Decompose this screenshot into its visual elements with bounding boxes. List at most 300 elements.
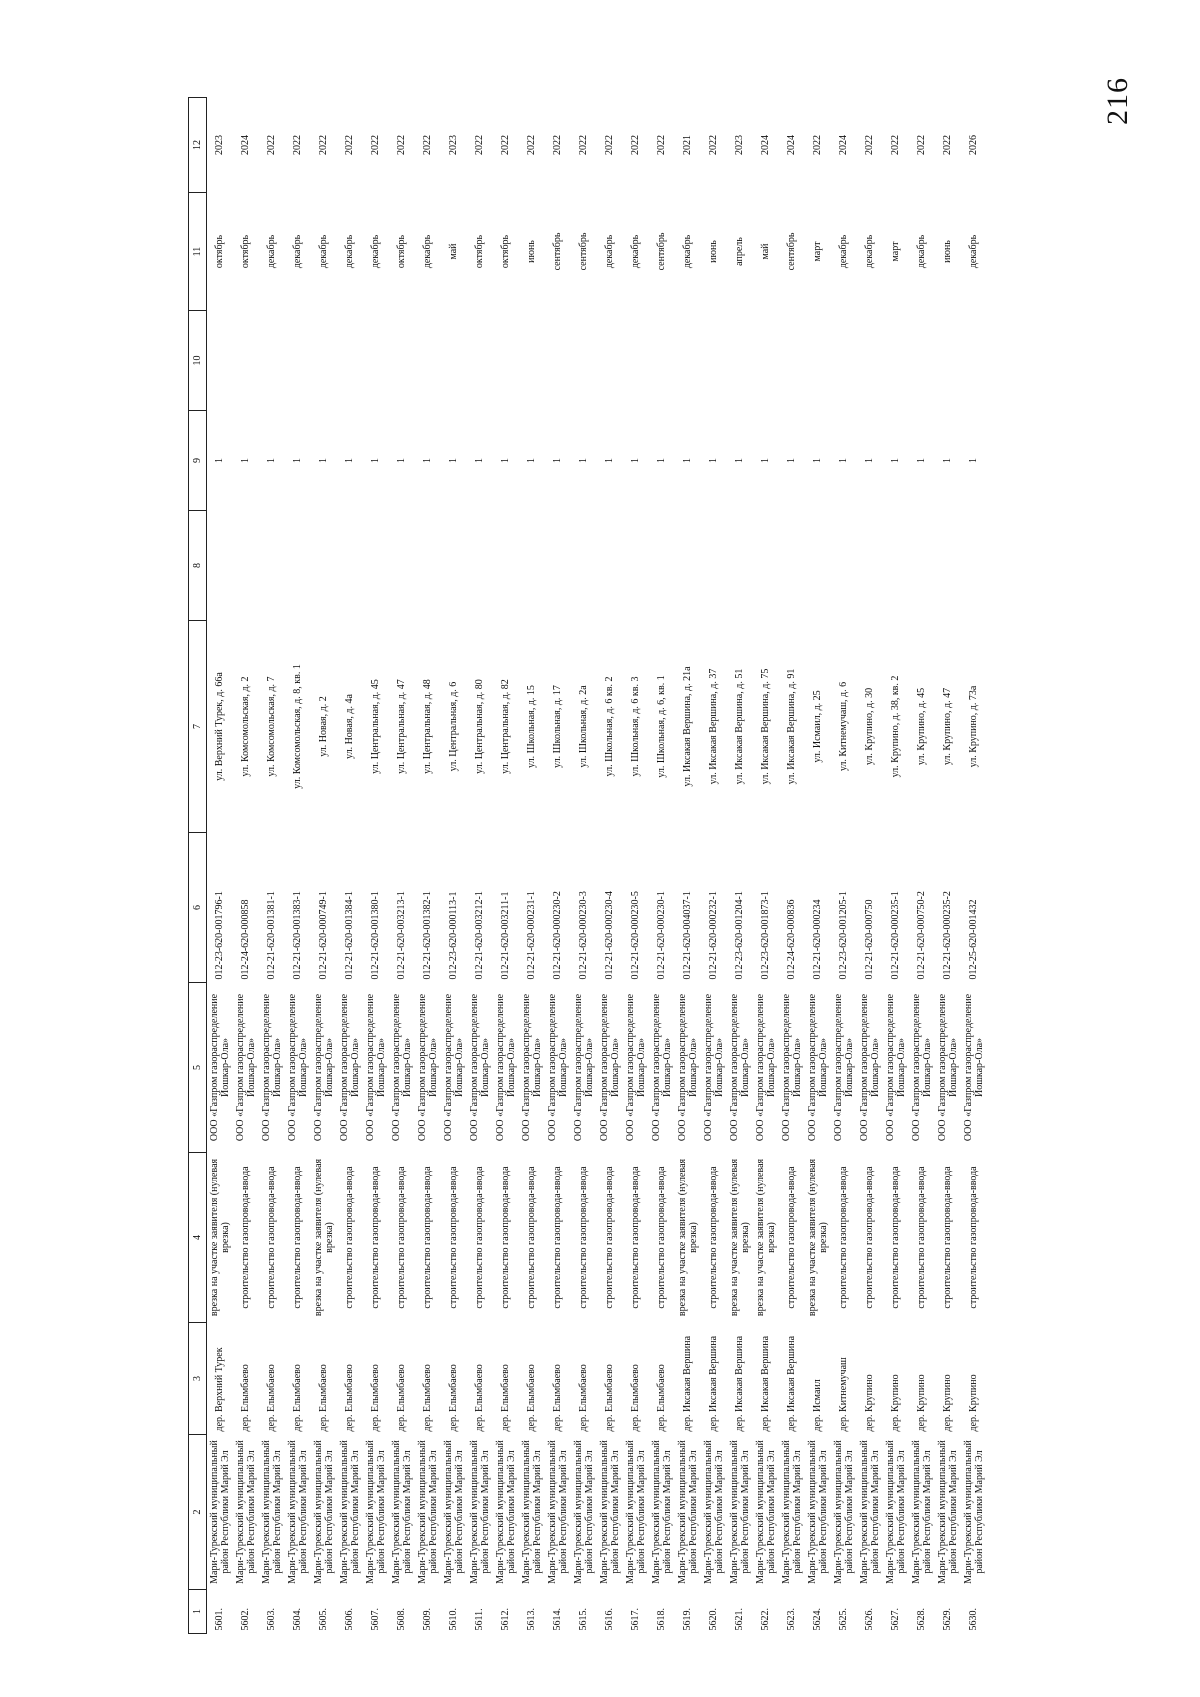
cadastral-number-cell: 012-21-620-001382-1	[422, 891, 434, 980]
column-8-cell	[805, 511, 831, 621]
column-8-cell	[441, 511, 467, 621]
organization-cell: ООО «Газпром газораспределение Йошкар-Ола»	[884, 993, 907, 1142]
cadastral-number-cell: 012-21-620-000230-3	[578, 891, 590, 980]
cadastral-number-cell: 012-21-620-003211-1	[500, 891, 512, 980]
row-number: 5613.	[526, 1608, 538, 1631]
municipality-cell: Мари-Турекский муниципальный район Республики Марий Эл	[858, 1440, 881, 1584]
month-cell: декабрь	[604, 234, 616, 269]
column-10-cell	[389, 311, 415, 411]
settlement-cell: дер. Иксакая Вершина	[734, 1335, 746, 1432]
address-cell: ул. Крупино, д. 47	[942, 687, 954, 766]
organization-cell: ООО «Газпром газораспределение Йошкар-Ола»	[650, 993, 673, 1142]
settlement-cell: дер. Елымбаево	[474, 1364, 486, 1432]
cadastral-number-cell: 012-25-620-001432	[968, 899, 980, 980]
work-type-cell: врезка на участке заявителя (нулевая врезка)	[208, 1158, 231, 1317]
column-10-cell	[805, 311, 831, 411]
column-10-cell	[441, 311, 467, 411]
month-cell: апрель	[734, 237, 746, 266]
month-cell: май	[760, 243, 772, 260]
address-cell: ул. Центральная, д. 6	[448, 681, 460, 772]
year-cell: 2024	[786, 135, 798, 155]
work-type-cell: строительство газопровода-ввода	[266, 1166, 278, 1309]
table-row	[649, 98, 675, 1634]
month-cell: декабрь	[318, 234, 330, 269]
address-cell: ул. Исмаил, д. 25	[812, 690, 824, 763]
quantity-cell: 1	[864, 458, 876, 463]
column-10-cell	[675, 311, 701, 411]
column-8-cell	[545, 511, 571, 621]
address-cell: ул. Центральная, д. 45	[370, 679, 382, 774]
month-cell: март	[812, 241, 824, 262]
quantity-cell: 1	[760, 458, 772, 463]
settlement-cell: дер. Елымбаево	[396, 1364, 408, 1432]
table-row	[961, 98, 987, 1634]
year-cell: 2022	[890, 135, 902, 155]
quantity-cell: 1	[526, 458, 538, 463]
organization-cell: ООО «Газпром газораспределение Йошкар-Ола»	[780, 993, 803, 1142]
cadastral-number-cell: 012-21-620-001381-1	[266, 891, 278, 980]
column-10-cell	[519, 311, 545, 411]
address-cell: ул. Новая, д. 2	[318, 696, 330, 757]
table-row	[285, 98, 311, 1634]
month-cell: июнь	[942, 240, 954, 263]
column-8-cell	[571, 511, 597, 621]
organization-cell: ООО «Газпром газораспределение Йошкар-Ола»	[728, 993, 751, 1142]
cadastral-number-cell: 012-21-620-000235-2	[942, 891, 954, 980]
organization-cell: ООО «Газпром газораспределение Йошкар-Ола»	[286, 993, 309, 1142]
column-10-cell	[753, 311, 779, 411]
quantity-cell: 1	[214, 458, 226, 463]
year-cell: 2022	[708, 135, 720, 155]
column-8-cell	[337, 511, 363, 621]
work-type-cell: строительство газопровода-ввода	[890, 1166, 902, 1309]
organization-cell: ООО «Газпром газораспределение Йошкар-Ола»	[962, 993, 985, 1142]
address-cell: ул. Школьная, д. 15	[526, 685, 538, 768]
settlement-cell: дер. Исмаил	[812, 1379, 824, 1432]
municipality-cell: Мари-Турекский муниципальный район Республики Марий Эл	[910, 1440, 933, 1584]
year-cell: 2024	[240, 135, 252, 155]
organization-cell: ООО «Газпром газораспределение Йошкар-Ола»	[910, 993, 933, 1142]
address-cell: ул. Крупино, д. 30	[864, 687, 876, 766]
cadastral-number-cell: 012-21-620-000230-5	[630, 891, 642, 980]
address-cell: ул. Центральная, д. 80	[474, 679, 486, 774]
month-cell: декабрь	[864, 234, 876, 269]
year-cell: 2022	[630, 135, 642, 155]
row-number: 5604.	[292, 1608, 304, 1631]
column-header-3: 3	[189, 1323, 207, 1435]
column-10-cell	[337, 311, 363, 411]
column-8-cell	[467, 511, 493, 621]
settlement-cell: дер. Елымбаево	[552, 1364, 564, 1432]
column-10-cell	[467, 311, 493, 411]
cadastral-number-cell: 012-21-620-003212-1	[474, 891, 486, 980]
organization-cell: ООО «Газпром газораспределение Йошкар-Ола»	[858, 993, 881, 1142]
settlement-cell: дер. Елымбаево	[292, 1364, 304, 1432]
settlement-cell: дер. Елымбаево	[344, 1364, 356, 1432]
column-8-cell	[285, 511, 311, 621]
address-cell: ул. Школьная, д. 6, кв. 1	[656, 675, 668, 778]
column-header-6: 6	[189, 833, 207, 983]
year-cell: 2022	[552, 135, 564, 155]
quantity-cell: 1	[552, 458, 564, 463]
address-cell: ул. Школьная, д. 6 кв. 2	[604, 676, 616, 777]
month-cell: сентябрь	[578, 232, 590, 271]
cadastral-number-cell: 012-21-620-000232-1	[708, 891, 720, 980]
year-cell: 2022	[578, 135, 590, 155]
work-type-cell: строительство газопровода-ввода	[708, 1166, 720, 1309]
organization-cell: ООО «Газпром газораспределение Йошкар-Ола»	[676, 993, 699, 1142]
column-8-cell	[233, 511, 259, 621]
column-8-cell	[701, 511, 727, 621]
column-10-cell	[623, 311, 649, 411]
cadastral-number-cell: 012-21-620-000750	[864, 899, 876, 980]
table-row	[259, 98, 285, 1634]
organization-cell: ООО «Газпром газораспределение Йошкар-Ола»	[364, 993, 387, 1142]
quantity-cell: 1	[578, 458, 590, 463]
work-type-cell: строительство газопровода-ввода	[422, 1166, 434, 1309]
quantity-cell: 1	[656, 458, 668, 463]
municipality-cell: Мари-Турекский муниципальный район Республики Марий Эл	[650, 1440, 673, 1584]
column-10-cell	[727, 311, 753, 411]
table-row	[467, 98, 493, 1634]
month-cell: декабрь	[370, 234, 382, 269]
settlement-cell: дер. Елымбаево	[526, 1364, 538, 1432]
table-row	[753, 98, 779, 1634]
quantity-cell: 1	[734, 458, 746, 463]
settlement-cell: дер. Елымбаево	[240, 1364, 252, 1432]
work-type-cell: строительство газопровода-ввода	[526, 1166, 538, 1309]
municipality-cell: Мари-Турекский муниципальный район Республики Марий Эл	[754, 1440, 777, 1584]
settlement-cell: дер. Елымбаево	[266, 1364, 278, 1432]
header-row	[189, 98, 207, 1634]
year-cell: 2022	[942, 135, 954, 155]
work-type-cell: строительство газопровода-ввода	[552, 1166, 564, 1309]
column-10-cell	[415, 311, 441, 411]
month-cell: октябрь	[240, 234, 252, 269]
quantity-cell: 1	[500, 458, 512, 463]
municipality-cell: Мари-Турекский муниципальный район Республики Марий Эл	[546, 1440, 569, 1584]
table-row	[727, 98, 753, 1634]
table-row	[597, 98, 623, 1634]
cadastral-number-cell: 012-23-620-001873-1	[760, 891, 772, 980]
table-row	[909, 98, 935, 1634]
row-number: 5617.	[630, 1608, 642, 1631]
work-type-cell: строительство газопровода-ввода	[656, 1166, 668, 1309]
month-cell: июнь	[526, 240, 538, 263]
column-header-9: 9	[189, 411, 207, 511]
organization-cell: ООО «Газпром газораспределение Йошкар-Ола»	[416, 993, 439, 1142]
table-row	[337, 98, 363, 1634]
municipality-cell: Мари-Турекский муниципальный район Республики Марий Эл	[728, 1440, 751, 1584]
column-8-cell	[779, 511, 805, 621]
municipality-cell: Мари-Турекский муниципальный район Республики Марий Эл	[338, 1440, 361, 1584]
row-number: 5601.	[214, 1608, 226, 1631]
work-type-cell: строительство газопровода-ввода	[474, 1166, 486, 1309]
municipality-cell: Мари-Турекский муниципальный район Республики Марий Эл	[312, 1440, 335, 1584]
year-cell: 2022	[396, 135, 408, 155]
address-cell: ул. Комсомольская, д. 7	[266, 676, 278, 777]
column-10-cell	[571, 311, 597, 411]
column-header-8: 8	[189, 511, 207, 621]
table-row	[519, 98, 545, 1634]
work-type-cell: строительство газопровода-ввода	[630, 1166, 642, 1309]
year-cell: 2022	[344, 135, 356, 155]
municipality-cell: Мари-Турекский муниципальный район Республики Марий Эл	[520, 1440, 543, 1584]
organization-cell: ООО «Газпром газораспределение Йошкар-Ола»	[312, 993, 335, 1142]
year-cell: 2026	[968, 135, 980, 155]
quantity-cell: 1	[630, 458, 642, 463]
cadastral-number-cell: 012-21-620-000234	[812, 899, 824, 980]
address-cell: ул. Крупино, д. 73а	[968, 685, 980, 768]
year-cell: 2022	[370, 135, 382, 155]
address-cell: ул. Китнемучаш, д. 6	[838, 681, 850, 772]
address-cell: ул. Иксакая Вершина, д. 37	[708, 668, 720, 785]
month-cell: сентябрь	[786, 232, 798, 271]
settlement-cell: дер. Елымбаево	[604, 1364, 616, 1432]
address-cell: ул. Верхний Турек, д. 66а	[214, 672, 226, 781]
row-number: 5622.	[760, 1608, 772, 1631]
work-type-cell: строительство газопровода-ввода	[942, 1166, 954, 1309]
column-10-cell	[857, 311, 883, 411]
organization-cell: ООО «Газпром газораспределение Йошкар-Ола»	[598, 993, 621, 1142]
column-8-cell	[649, 511, 675, 621]
quantity-cell: 1	[422, 458, 434, 463]
address-cell: ул. Школьная, д. 17	[552, 685, 564, 768]
row-number: 5625.	[838, 1608, 850, 1631]
quantity-cell: 1	[708, 458, 720, 463]
table-row	[207, 98, 234, 1634]
cadastral-number-cell: 012-21-620-000750-2	[916, 891, 928, 980]
column-8-cell	[883, 511, 909, 621]
table-row	[935, 98, 961, 1634]
settlement-cell: дер. Иксакая Вершина	[682, 1335, 694, 1432]
cadastral-number-cell: 012-23-620-001204-1	[734, 891, 746, 980]
row-number: 5621.	[734, 1608, 746, 1631]
column-8-cell	[207, 511, 234, 621]
work-type-cell: врезка на участке заявителя (нулевая врезка)	[806, 1158, 829, 1317]
column-10-cell	[779, 311, 805, 411]
cadastral-number-cell: 012-21-620-000230-1	[656, 891, 668, 980]
column-8-cell	[909, 511, 935, 621]
column-8-cell	[389, 511, 415, 621]
column-8-cell	[727, 511, 753, 621]
table-row	[545, 98, 571, 1634]
column-header-11: 11	[189, 193, 207, 311]
row-number: 5616.	[604, 1608, 616, 1631]
work-type-cell: строительство газопровода-ввода	[786, 1166, 798, 1309]
year-cell: 2022	[266, 135, 278, 155]
organization-cell: ООО «Газпром газораспределение Йошкар-Ола»	[260, 993, 283, 1142]
quantity-cell: 1	[344, 458, 356, 463]
row-number: 5615.	[578, 1608, 590, 1631]
column-8-cell	[311, 511, 337, 621]
municipality-cell: Мари-Турекский муниципальный район Республики Марий Эл	[364, 1440, 387, 1584]
municipality-cell: Мари-Турекский муниципальный район Республики Марий Эл	[208, 1440, 231, 1584]
quantity-cell: 1	[682, 458, 694, 463]
cadastral-number-cell: 012-23-620-001205-1	[838, 891, 850, 980]
rotated-table-holder	[188, 98, 1048, 1634]
quantity-cell: 1	[318, 458, 330, 463]
settlement-cell: дер. Елымбаево	[656, 1364, 668, 1432]
column-8-cell	[857, 511, 883, 621]
month-cell: декабрь	[292, 234, 304, 269]
settlement-cell: дер. Крупино	[890, 1374, 902, 1432]
row-number: 5614.	[552, 1608, 564, 1631]
row-number: 5611.	[474, 1608, 486, 1631]
address-cell: ул. Новая, д. 4а	[344, 694, 356, 759]
address-cell: ул. Комсомольская, д. 2	[240, 676, 252, 777]
month-cell: декабрь	[968, 234, 980, 269]
cadastral-number-cell: 012-21-620-004037-1	[682, 891, 694, 980]
year-cell: 2022	[864, 135, 876, 155]
address-cell: ул. Школьная, д. 6 кв. 3	[630, 676, 642, 777]
column-10-cell	[883, 311, 909, 411]
address-cell: ул. Комсомольская, д. 8, кв. 1	[292, 664, 304, 789]
municipality-cell: Мари-Турекский муниципальный район Республики Марий Эл	[286, 1440, 309, 1584]
settlement-cell: дер. Елымбаево	[370, 1364, 382, 1432]
quantity-cell: 1	[838, 458, 850, 463]
organization-cell: ООО «Газпром газораспределение Йошкар-Ола»	[806, 993, 829, 1142]
quantity-cell: 1	[604, 458, 616, 463]
municipality-cell: Мари-Турекский муниципальный район Республики Марий Эл	[936, 1440, 959, 1584]
organization-cell: ООО «Газпром газораспределение Йошкар-Ола»	[754, 993, 777, 1142]
column-8-cell	[415, 511, 441, 621]
settlement-cell: дер. Иксакая Вершина	[760, 1335, 772, 1432]
column-8-cell	[597, 511, 623, 621]
settlement-cell: дер. Елымбаево	[422, 1364, 434, 1432]
column-header-4: 4	[189, 1153, 207, 1323]
address-cell: ул. Центральная, д. 47	[396, 679, 408, 774]
work-type-cell: строительство газопровода-ввода	[968, 1166, 980, 1309]
row-number: 5606.	[344, 1608, 356, 1631]
table-row	[233, 98, 259, 1634]
municipality-cell: Мари-Турекский муниципальный район Республики Марий Эл	[832, 1440, 855, 1584]
municipality-cell: Мари-Турекский муниципальный район Республики Марий Эл	[260, 1440, 283, 1584]
organization-cell: ООО «Газпром газораспределение Йошкар-Ола»	[468, 993, 491, 1142]
organization-cell: ООО «Газпром газораспределение Йошкар-Ола»	[572, 993, 595, 1142]
row-number: 5626.	[864, 1608, 876, 1631]
table-row	[675, 98, 701, 1634]
month-cell: декабрь	[916, 234, 928, 269]
year-cell: 2023	[734, 135, 746, 155]
quantity-cell: 1	[396, 458, 408, 463]
column-header-7: 7	[189, 621, 207, 833]
row-number: 5619.	[682, 1608, 694, 1631]
address-cell: ул. Центральная, д. 48	[422, 679, 434, 774]
table-row	[857, 98, 883, 1634]
year-cell: 2022	[916, 135, 928, 155]
work-type-cell: строительство газопровода-ввода	[578, 1166, 590, 1309]
quantity-cell: 1	[812, 458, 824, 463]
row-number: 5629.	[942, 1608, 954, 1631]
quantity-cell: 1	[942, 458, 954, 463]
column-8-cell	[935, 511, 961, 621]
table-row	[883, 98, 909, 1634]
settlement-cell: дер. Елымбаево	[500, 1364, 512, 1432]
address-cell: ул. Иксакая Вершина, д. 75	[760, 668, 772, 785]
municipality-cell: Мари-Турекский муниципальный район Республики Марий Эл	[598, 1440, 621, 1584]
year-cell: 2023	[448, 135, 460, 155]
quantity-cell: 1	[240, 458, 252, 463]
year-cell: 2022	[604, 135, 616, 155]
column-8-cell	[961, 511, 987, 621]
cadastral-number-cell: 012-21-620-001383-1	[292, 891, 304, 980]
row-number: 5612.	[500, 1608, 512, 1631]
month-cell: декабрь	[630, 234, 642, 269]
table-row	[571, 98, 597, 1634]
address-cell: ул. Крупино, д. 38, кв. 2	[890, 675, 902, 778]
cadastral-number-cell: 012-21-620-000230-2	[552, 891, 564, 980]
year-cell: 2022	[422, 135, 434, 155]
table-row	[415, 98, 441, 1634]
quantity-cell: 1	[448, 458, 460, 463]
column-header-1: 1	[189, 1590, 207, 1634]
table-row	[779, 98, 805, 1634]
month-cell: сентябрь	[656, 232, 668, 271]
cadastral-number-cell: 012-23-620-001796-1	[214, 891, 226, 980]
organization-cell: ООО «Газпром газораспределение Йошкар-Ола»	[442, 993, 465, 1142]
municipality-cell: Мари-Турекский муниципальный район Республики Марий Эл	[962, 1440, 985, 1584]
year-cell: 2024	[760, 135, 772, 155]
municipality-cell: Мари-Турекский муниципальный район Республики Марий Эл	[442, 1440, 465, 1584]
municipality-cell: Мари-Турекский муниципальный район Республики Марий Эл	[416, 1440, 439, 1584]
organization-cell: ООО «Газпром газораспределение Йошкар-Ола»	[936, 993, 959, 1142]
column-8-cell	[675, 511, 701, 621]
row-number: 5623.	[786, 1608, 798, 1631]
organization-cell: ООО «Газпром газораспределение Йошкар-Ола»	[208, 993, 231, 1142]
municipality-cell: Мари-Турекский муниципальный район Республики Марий Эл	[806, 1440, 829, 1584]
work-type-cell: строительство газопровода-ввода	[838, 1166, 850, 1309]
settlement-cell: дер. Елымбаево	[448, 1364, 460, 1432]
work-type-cell: строительство газопровода-ввода	[344, 1166, 356, 1309]
municipality-cell: Мари-Турекский муниципальный район Республики Марий Эл	[780, 1440, 803, 1584]
settlement-cell: дер. Иксакая Вершина	[708, 1335, 720, 1432]
work-type-cell: строительство газопровода-ввода	[864, 1166, 876, 1309]
address-cell: ул. Крупино, д. 45	[916, 687, 928, 766]
row-number: 5630.	[968, 1608, 980, 1631]
table-row	[441, 98, 467, 1634]
month-cell: декабрь	[422, 234, 434, 269]
gasification-table	[188, 97, 987, 1634]
month-cell: декабрь	[344, 234, 356, 269]
row-number: 5627.	[890, 1608, 902, 1631]
cadastral-number-cell: 012-21-620-003213-1	[396, 891, 408, 980]
month-cell: декабрь	[266, 234, 278, 269]
table-body	[207, 98, 988, 1634]
work-type-cell: строительство газопровода-ввода	[916, 1166, 928, 1309]
column-10-cell	[935, 311, 961, 411]
column-10-cell	[909, 311, 935, 411]
settlement-cell: дер. Елымбаево	[318, 1364, 330, 1432]
row-number: 5628.	[916, 1608, 928, 1631]
column-8-cell	[259, 511, 285, 621]
table-row	[701, 98, 727, 1634]
month-cell: март	[890, 241, 902, 262]
settlement-cell: дер. Крупино	[864, 1374, 876, 1432]
municipality-cell: Мари-Турекский муниципальный район Республики Марий Эл	[234, 1440, 257, 1584]
table-row	[623, 98, 649, 1634]
column-10-cell	[311, 311, 337, 411]
column-10-cell	[363, 311, 389, 411]
organization-cell: ООО «Газпром газораспределение Йошкар-Ола»	[832, 993, 855, 1142]
column-10-cell	[493, 311, 519, 411]
column-10-cell	[285, 311, 311, 411]
address-cell: ул. Центральная, д. 82	[500, 679, 512, 774]
work-type-cell: врезка на участке заявителя (нулевая врезка)	[312, 1158, 335, 1317]
month-cell: октябрь	[396, 234, 408, 269]
page-number: 216	[1101, 77, 1134, 125]
table-row	[493, 98, 519, 1634]
